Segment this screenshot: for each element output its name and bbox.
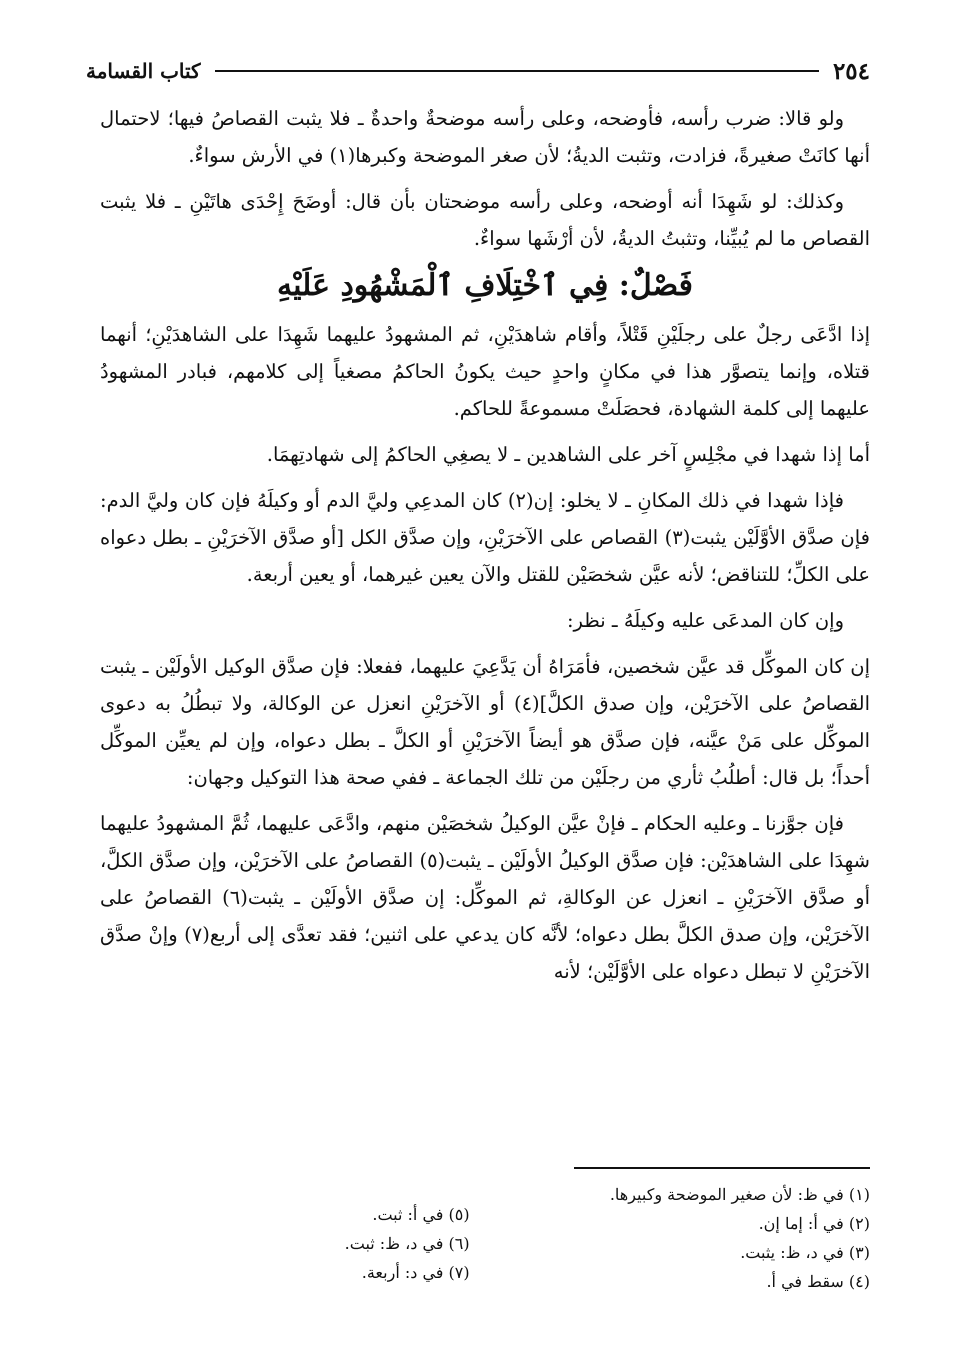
paragraph: إن كان الموكِّل قد عيَّن شخصين، فأمَرَاهُ أن يَدَّعِيَ عليهما، ففعلا: فإن صدَّق الوكيل الأولَيْن ـ يثبت القصاصُ على الآخرَيْن، وإن صدق الكلَّ](٤) أو الآخرَيْنِ انعزل عن الوكالة، ولا تبطُلُ به دعوى الموكِّل على مَنْ عيَّنه، فإن صدَّق هو أيضاً الآخرَيْنِ أو الكلَّ ـ بطل دعواه، وإن لم يعيِّن الموكِّل أحداً؛ بل قال: أطلُبُ ثأري من رجلَيْن من تلك الجماعة ـ ففي صحة هذا التوكيل وجهان: <box>100 655 870 789</box>
footnote-column <box>100 1180 470 1296</box>
paragraph: وكذلك: لو شَهِدَا أنه أوضحه، وعلى رأسه موضحتان بأن قال: أوضَحَ إِحْدَى هاتَيْنِ ـ فلا يثبت القصاص ما لم يُبيِّنا، وتثبتُ الديةُ، لأن أرْشَها سواءٌ. <box>100 190 870 250</box>
footnote-column <box>470 1180 870 1296</box>
page-header <box>86 54 870 88</box>
page-number: ٢٥٤ <box>832 57 870 85</box>
footnote: (٥) في أ: ثبت. <box>372 1205 470 1224</box>
header-rule <box>215 70 819 72</box>
footnote: (٦) في د، ظ: ثبت. <box>344 1234 470 1253</box>
footnote: (٣) في د، ظ: يثبت. <box>740 1243 870 1262</box>
main-text <box>100 100 870 999</box>
footnote-separator <box>574 1167 870 1169</box>
footnote: (٤) سقط في أ. <box>766 1272 870 1291</box>
paragraph: فإن جوَّزنا ـ وعليه الحكام ـ فإنْ عيَّن الوكيلُ شخصَيْن منهم، وادَّعَى عليهما، ثُمَّ المشهودُ عليهما شهِدَا على الشاهدَيْن: فإن صدَّق الوكيلُ الأولَيْن ـ يثبت(٥) القصاصُ على الآخرَيْن، وإن صدَّق الكلَّ، أو صدَّق الآخرَيْنِ ـ انعزل عن الوكالةِ، ثم الموكِّل: إن صدَّق الأولَيْن ـ يثبت(٦) القصاصُ على الآخرَيْن، وإن صدق الكلَّ بطل دعواه؛ لأنَّه كان يدعي على اثنين؛ فقد تعدَّى إلى أربع(٧) وإنْ صدَّق الآخرَيْنِ لا تبطل دعواه على الأوَّلَيْن؛ لأنه <box>100 812 871 983</box>
section-heading: فَصْلٌ: فِي ٱخْتِلَافِ ٱلْمَشْهُودِ عَلَيْهِ <box>277 268 693 303</box>
paragraph: أما إذا شهدا في مجْلِسٍ آخر على الشاهدين ـ لا يصغِي الحاكمُ إلى شهادتِهمَا. <box>266 443 870 466</box>
footnote: (٢) في أ: إما إن. <box>758 1214 870 1233</box>
paragraph: ولو قالا: ضرب رأسه، فأوضحه، وعلى رأسه موضحةٌ واحدةٌ ـ فلا يثبت القصاصُ فيها؛ لاحتمال أنها كانَتْ صغيرةً، فزادت، وتثبت الديةُ؛ لأن صغر الموضحة وكبرها(١) في الأرش سواءٌ. <box>100 107 870 167</box>
paragraph: وإن كان المدعَى عليه وكيلَهُ ـ نظر: <box>566 609 844 632</box>
footnote: (١) في ظ: لأن صغير الموضحة وكبيرها. <box>609 1185 870 1204</box>
paragraph: إذا ادَّعَى رجلٌ على رجلَيْنِ قَتْلاً، وأقام شاهدَيْنِ، ثم المشهودُ عليهما شَهِدَا على الشاهدَيْنِ؛ أنهما قتلاه، وإنما يتصوَّر هذا في مكانٍ واحدٍ حيث يكونُ الحاكمُ مصغياً إلى كلامهم، فبادر المشهودُ عليهما إلى كلمة الشهادة، فحصَلَتْ مسموعةً للحاكم. <box>100 323 870 420</box>
paragraph: فإذا شهدا في ذلك المكانِ ـ لا يخلو: إن(٢) كان المدعِي وليَّ الدم أو وكيلَهُ فإن كان وليَّ الدم: فإن صدَّق الأوَّلَيْن يثبت(٣) القصاص على الآخرَيْنِ، وإن صدَّق الكل [أو صدَّق الآخرَيْنِ ـ بطل دعواه على الكلِّ؛ للتناقض؛ لأنه عيَّن شخصَيْن للقتل والآن يعين غيرهما، أو يعين أربعة. <box>100 489 871 586</box>
footnotes <box>100 1180 870 1296</box>
footnote: (٧) في د: أربعة. <box>361 1263 470 1282</box>
running-title: كتاب القسامة <box>86 59 201 83</box>
